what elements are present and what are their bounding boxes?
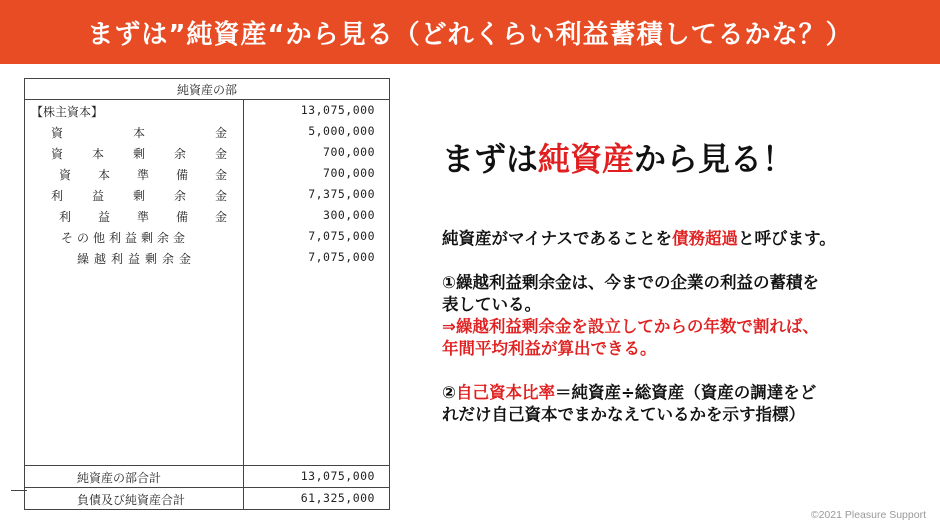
row-value: 7,375,000 xyxy=(308,187,375,201)
highlight-line: 年間平均利益が算出できる。 xyxy=(442,339,657,358)
row-label: 繰越利益剰余金 xyxy=(77,252,197,266)
row-value: 5,000,000 xyxy=(308,124,375,138)
table-row xyxy=(25,121,389,142)
definition-line xyxy=(442,228,912,250)
table-row xyxy=(25,247,389,268)
table-row xyxy=(25,142,389,163)
title-banner xyxy=(0,0,940,64)
total-label: 負債及び純資産合計 xyxy=(77,493,186,507)
point-one xyxy=(442,272,912,360)
row-value: 7,075,000 xyxy=(308,250,375,264)
table-row xyxy=(25,100,389,121)
table-row xyxy=(25,226,389,247)
row-value: 700,000 xyxy=(323,166,375,180)
table-header-label: 純資産の部 xyxy=(176,82,237,97)
row-label: 資 本 準 備 金 xyxy=(59,168,227,182)
row-label: 利 益 準 備 金 xyxy=(59,210,227,224)
text-span: ＝純資産÷総資産（資産の調達をど xyxy=(554,383,817,402)
text-span: 純資産がマイナスであることを xyxy=(442,229,673,248)
total-row xyxy=(25,487,389,509)
highlight-line: ⇒繰越利益剰余金を設立してからの年数で割れば、 xyxy=(442,317,819,336)
row-label: 【株主資本】 xyxy=(31,105,104,119)
row-value: 13,075,000 xyxy=(300,103,375,117)
table-row xyxy=(25,205,389,226)
main-heading xyxy=(442,134,794,180)
row-label: その他利益剰余金 xyxy=(61,231,190,245)
row-value: 300,000 xyxy=(323,208,375,222)
total-label: 純資産の部合計 xyxy=(77,471,162,485)
row-label: 資 本 金 xyxy=(51,126,227,140)
heading-text: まずは xyxy=(442,140,539,178)
text-span: ①繰越利益剰余金は、今までの企業の利益の蓄積を xyxy=(442,273,819,292)
row-value: 700,000 xyxy=(323,145,375,159)
point-two xyxy=(442,382,912,426)
text-span: ② xyxy=(442,383,456,402)
total-value: 61,325,000 xyxy=(300,491,375,505)
edge-line xyxy=(11,490,27,491)
copyright: ©2021 Pleasure Support xyxy=(810,509,926,521)
total-row xyxy=(25,465,389,487)
row-label: 利 益 剰 余 金 xyxy=(51,189,227,203)
row-value: 7,075,000 xyxy=(308,229,375,243)
heading-text-end: から見る！ xyxy=(634,140,795,178)
balance-sheet-table xyxy=(24,78,390,510)
text-span: 表している。 xyxy=(442,295,541,314)
table-row xyxy=(25,184,389,205)
text-span: れだけ自己資本でまかなえているかを示す指標） xyxy=(442,405,805,424)
total-value: 13,075,000 xyxy=(300,469,375,483)
explanation-text xyxy=(442,228,912,426)
text-span: と呼びます。 xyxy=(738,229,836,248)
banner-title: まずは”純資産“から見る（どれくらい利益蓄積してるかな？） xyxy=(87,19,853,50)
table-header xyxy=(25,79,389,100)
keyword-insolvency: 債務超過 xyxy=(672,229,739,248)
keyword-equity-ratio: 自己資本比率 xyxy=(455,383,555,402)
table-row xyxy=(25,163,389,184)
heading-highlight: 純資産 xyxy=(538,140,635,178)
row-label: 資 本 剰 余 金 xyxy=(51,147,227,161)
